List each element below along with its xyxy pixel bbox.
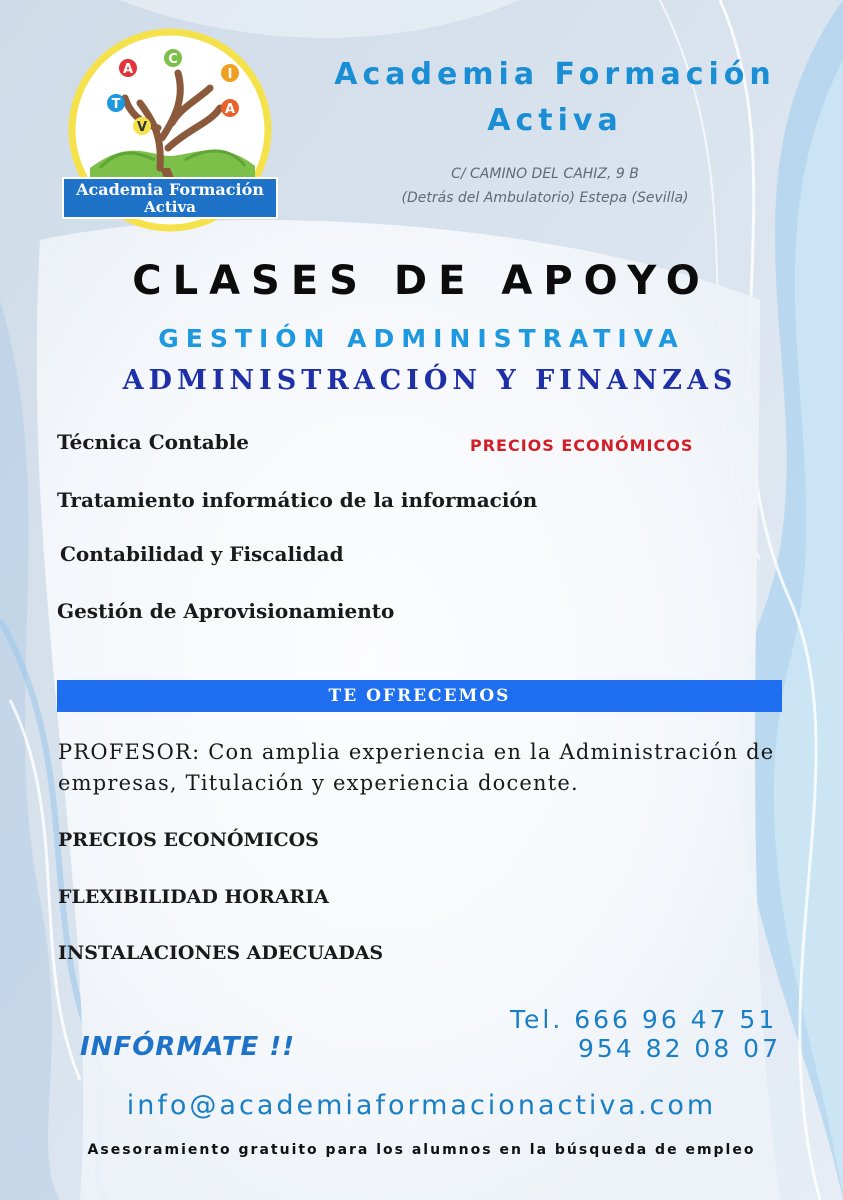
academy-title: Academia Formación Activa — [334, 57, 776, 138]
logo-letter: A — [224, 102, 236, 117]
logo-letter: I — [227, 67, 233, 82]
course-item: Técnica Contable — [57, 430, 250, 454]
informate-callout: INFÓRMATE !! — [80, 1032, 296, 1062]
address-line-1: C/ CAMINO DEL CAHIZ, 9 B — [451, 166, 639, 182]
phone-2: 954 82 08 07 — [578, 1034, 781, 1063]
logo-letter: V — [136, 120, 148, 135]
course-item: Tratamiento informático de la información — [57, 488, 538, 512]
offer-item: PRECIOS ECONÓMICOS — [58, 829, 319, 851]
email-address: info@academiaformacionactiva.com — [126, 1090, 717, 1121]
phone-1: Tel. 666 96 47 51 — [510, 1005, 778, 1034]
main-title: CLASES DE APOYO — [132, 258, 711, 304]
course-item: Contabilidad y Fiscalidad — [60, 542, 344, 566]
offer-item: FLEXIBILIDAD HORARIA — [58, 886, 329, 908]
logo-letter: T — [111, 97, 121, 112]
logo-letter: C — [168, 52, 178, 67]
subtitle-gestion: GESTIÓN ADMINISTRATIVA — [158, 324, 685, 353]
address-line-2: (Detrás del Ambulatorio) Estepa (Sevilla) — [401, 190, 689, 206]
offer-item: INSTALACIONES ADECUADAS — [58, 942, 384, 964]
logo-label-line2: Activa — [144, 198, 196, 216]
logo-label-line1: Academia Formación — [76, 180, 264, 199]
course-item: Gestión de Aprovisionamiento — [57, 599, 395, 623]
professor-text: PROFESOR: Con amplia experiencia en la Administración de empresas, Titulación y experiencia docente. — [58, 740, 775, 795]
footer-note: Asesoramiento gratuito para los alumnos en la búsqueda de empleo — [87, 1142, 756, 1158]
logo-letter: A — [122, 62, 134, 77]
subtitle-administracion: ADMINISTRACIÓN Y FINANZAS — [122, 365, 738, 396]
promo-label: PRECIOS ECONÓMICOS — [470, 436, 694, 455]
academy-logo — [60, 28, 280, 238]
offer-heading-bar: TE OFRECEMOS — [57, 680, 782, 712]
